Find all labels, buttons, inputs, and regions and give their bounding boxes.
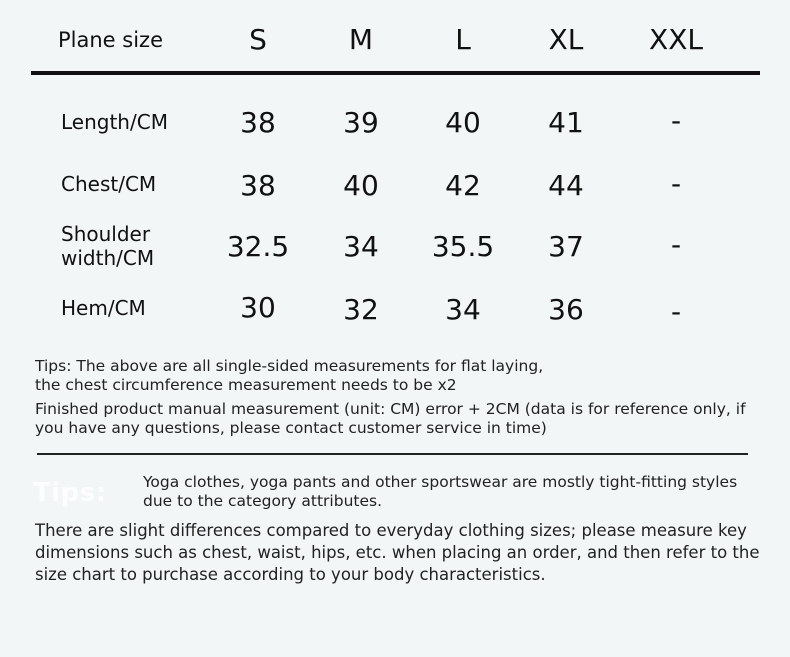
cell-value: 42 <box>445 169 481 202</box>
cell-value: 40 <box>343 169 379 202</box>
header-label: Plane size <box>58 28 163 52</box>
footer-text: There are slight differences compared to everyday clothing sizes; please measure key dimensions such as chest, waist, hips, etc. when placing an order, and then refer to the size chart to purchase according to your body characteristics. <box>35 521 760 584</box>
header-divider <box>31 71 760 75</box>
cell-value: - <box>670 295 682 328</box>
header-size-m: M <box>348 23 374 56</box>
header-size-l: L <box>455 23 471 56</box>
cell-value: 38 <box>240 169 276 202</box>
measurement-notes <box>35 357 765 438</box>
cell-value: 41 <box>548 106 584 139</box>
row-label: Chest/CM <box>61 172 157 196</box>
note-line <box>35 357 765 395</box>
cell-value: - <box>670 104 682 137</box>
cell-value: 30 <box>240 291 276 324</box>
note-text: Tips: The above are all single-sided measurements for flat laying, <box>35 357 544 375</box>
cell-value: 36 <box>548 293 584 326</box>
header-size-xl: XL <box>548 23 584 56</box>
note-line: Finished product manual measurement (unit: CM) error + 2CM (data is for reference only, if you have any questions, please contact customer service in time) <box>35 400 746 437</box>
cell-value: 32.5 <box>226 230 290 263</box>
header-size-s: S <box>249 23 267 56</box>
cell-value: - <box>670 228 682 261</box>
cell-value: 44 <box>548 169 584 202</box>
table-header <box>0 18 790 62</box>
cell-value: 35.5 <box>431 230 495 263</box>
row-label: Length/CM <box>61 110 168 134</box>
note-text: the chest circumference measurement needs to be x2 <box>35 376 457 394</box>
tips-watermark: Tips: <box>33 478 107 508</box>
cell-value: 37 <box>548 230 584 263</box>
cell-value: 34 <box>343 230 379 263</box>
tips-text: Yoga clothes, yoga pants and other sportswear are mostly tight-fitting styles due to the category attributes. <box>143 473 738 510</box>
cell-value: 38 <box>240 106 276 139</box>
header-size-xxl: XXL <box>649 23 703 56</box>
cell-value: 34 <box>445 293 481 326</box>
row-label: Hem/CM <box>61 296 146 320</box>
cell-value: 39 <box>343 106 379 139</box>
cell-value: - <box>670 167 682 200</box>
cell-value: 40 <box>445 106 481 139</box>
row-label: Shoulder width/CM <box>61 222 155 270</box>
section-divider <box>37 453 748 455</box>
cell-value: 32 <box>343 293 379 326</box>
